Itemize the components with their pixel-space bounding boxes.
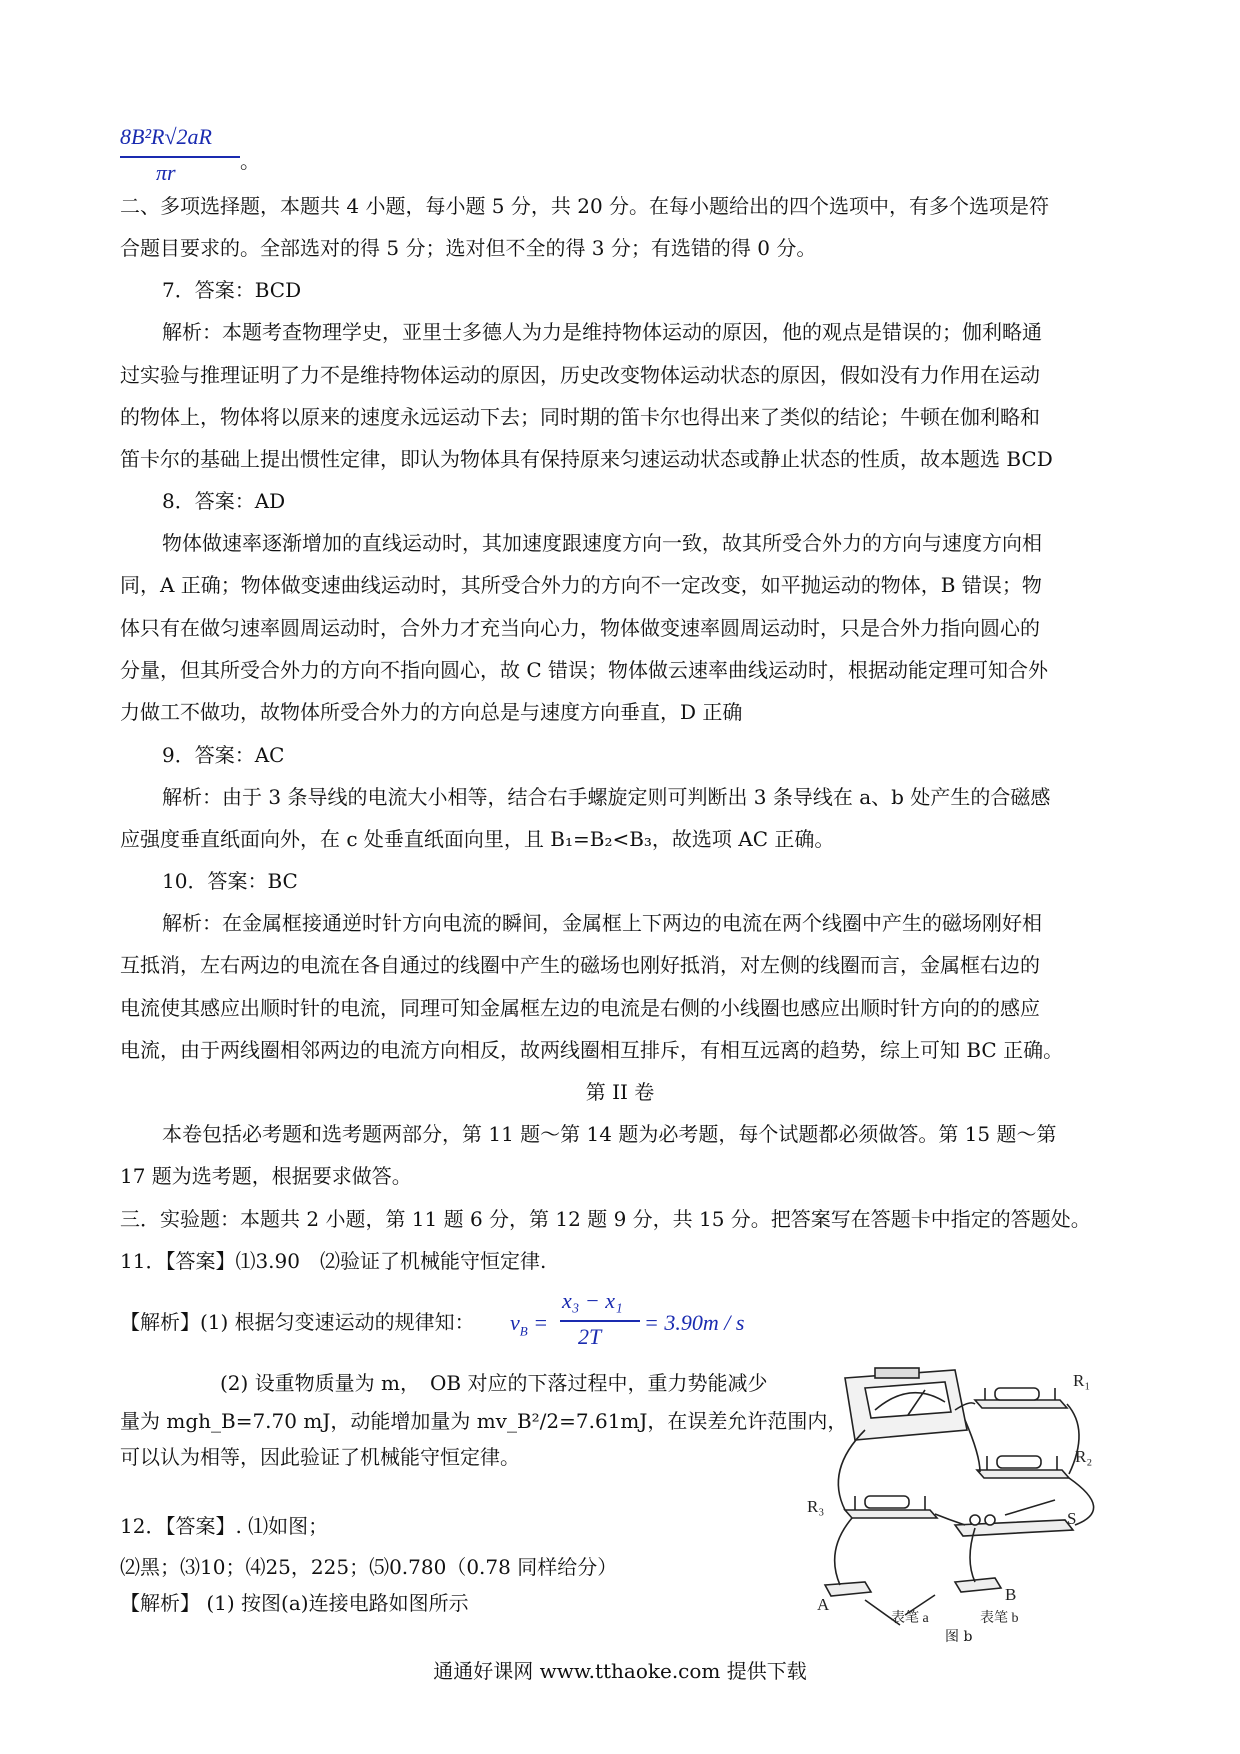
q11-analysis-4: 可以认为相等，因此验证了机械能守恒定律。 <box>120 1445 520 1469</box>
section-3-line: 三．实验题：本题共 2 小题，第 11 题 6 分，第 12 题 9 分，共 15 分。把答案写在答题卡中指定的答题处。 <box>120 1207 1091 1231</box>
label-r2: R₂ <box>1075 1447 1093 1466</box>
q7-analysis-2: 过实验与推理证明了力不是维持物体运动的原因，历史改变物体运动状态的原因，假如没有力作用在运动 <box>120 363 1040 387</box>
q12-answer-2: ⑵黑；⑶10；⑷25，225；⑸0.780（0.78 同样给分） <box>120 1555 618 1579</box>
q11-formula-rhs: = 3.90m / s <box>644 1310 745 1335</box>
q11-analysis-2: (2) 设重物质量为 m， OB 对应的下落过程中，重力势能减少 <box>220 1371 768 1395</box>
volume-2-desc-1: 本卷包括必考题和选考题两部分，第 11 题～第 14 题为必考题，每个试题都必须做答。第 15 题～第 <box>162 1122 1057 1146</box>
q11-formula-bar <box>560 1320 640 1322</box>
top-formula-numerator: 8B²R√2aR <box>120 124 212 149</box>
q8-analysis-4: 分量，但其所受合外力的方向不指向圆心，故 C 错误；物体做云速率曲线运动时，根据动能定理可知合外 <box>120 658 1049 682</box>
top-formula-bar <box>120 156 240 158</box>
q11-analysis-prefix: 【解析】(1) 根据匀变速运动的规律知： <box>120 1310 475 1334</box>
q10-analysis-3: 电流使其感应出顺时针的电流，同理可知金属框左边的电流是右侧的小线圈也感应出顺时针方向的的感应 <box>120 996 1040 1020</box>
volume-2-desc-2: 17 题为选考题，根据要求做答。 <box>120 1164 412 1188</box>
top-formula-denominator: πr <box>156 160 176 185</box>
label-a: A <box>817 1595 830 1614</box>
q7-answer: 7．答案：BCD <box>162 278 302 302</box>
top-formula <box>120 124 250 184</box>
q10-analysis-2: 互抵消，左右两边的电流在各自通过的线圈中产生的磁场也刚好抵消，对左侧的线圈而言，金属框右边的 <box>120 953 1040 977</box>
page-footer: 通通好课网 www.tthaoke.com 提供下载 <box>433 1659 807 1683</box>
q11-answer: 11．【答案】⑴3.90 ⑵验证了机械能守恒定律. <box>120 1249 547 1273</box>
label-probe-b: 表笔 b <box>980 1611 1019 1626</box>
label-probe-a: 表笔 a <box>891 1611 929 1626</box>
q11-analysis-3: 量为 mgh_B=7.70 mJ，动能增加量为 mv_B²/2=7.61mJ，在误差允许范围内， <box>120 1409 848 1433</box>
q10-answer: 10．答案：BC <box>162 869 298 893</box>
q12-answer: 12．【答案】. ⑴如图； <box>120 1514 329 1538</box>
q10-analysis-1: 解析：在金属框接通逆时针方向电流的瞬间，金属框上下两边的电流在两个线圈中产生的磁场刚好相 <box>162 911 1042 935</box>
q10-analysis-4: 电流，由于两线圈相邻两边的电流方向相反，故两线圈相互排斥，有相互远离的趋势，综上可知 BC 正确。 <box>120 1038 1064 1062</box>
section-2-line-2: 合题目要求的。全部选对的得 5 分；选对但不全的得 3 分；有选错的得 0 分。 <box>120 236 817 260</box>
q12-analysis: 【解析】 (1) 按图(a)连接电路如图所示 <box>120 1591 469 1615</box>
q11-formula-eq: = <box>527 1310 549 1335</box>
q11-formula-den: 2T <box>578 1324 602 1349</box>
label-s: S <box>1067 1509 1077 1528</box>
q8-answer: 8．答案：AD <box>162 489 286 513</box>
q11-formula <box>510 1288 770 1358</box>
q8-analysis-5: 力做工不做功，故物体所受合外力的方向总是与速度方向垂直，D 正确 <box>120 700 743 724</box>
q9-analysis-1: 解析：由于 3 条导线的电流大小相等，结合右手螺旋定则可判断出 3 条导线在 a、b 处产生的合磁感 <box>162 785 1051 809</box>
q8-analysis-1: 物体做速率逐渐增加的直线运动时，其加速度跟速度方向一致，故其所受合外力的方向与速度方向相 <box>162 531 1042 555</box>
q9-answer: 9．答案：AC <box>162 743 285 767</box>
q8-analysis-3: 体只有在做匀速率圆周运动时，合外力才充当向心力，物体做变速率圆周运动时，只是合外力指向圆心的 <box>120 616 1040 640</box>
q7-analysis-1: 解析：本题考查物理学史，亚里士多德人为力是维持物体运动的原因，他的观点是错误的；伽利略通 <box>162 320 1042 344</box>
q7-analysis-3: 的物体上，物体将以原来的速度永远运动下去；同时期的笛卡尔也得出来了类似的结论；牛顿在伽利略和 <box>120 405 1040 429</box>
section-2-line-1: 二、多项选择题，本题共 4 小题，每小题 5 分，共 20 分。在每小题给出的四个选项中，有多个选项是符 <box>120 194 1050 218</box>
label-b: B <box>1005 1585 1017 1604</box>
figure-caption: 图 b <box>945 1629 973 1645</box>
label-r1: R₁ <box>1073 1371 1091 1390</box>
volume-2-title: 第 II 卷 <box>585 1080 655 1104</box>
q11-formula-v: v <box>510 1310 520 1335</box>
q11-formula-num: x₃ − x₁ <box>562 1288 623 1313</box>
q9-analysis-2: 应强度垂直纸面向外，在 c 处垂直纸面向里，且 B₁=B₂<B₃，故选项 AC 正确。 <box>120 827 835 851</box>
q8-analysis-2: 同，A 正确；物体做变速曲线运动时，其所受合外力的方向不一定改变，如平抛运动的物体，B 错误；物 <box>120 573 1042 597</box>
q7-analysis-4: 笛卡尔的基础上提出惯性定律，即认为物体具有保持原来匀速运动状态或静止状态的性质，故本题选 BCD <box>120 447 1053 471</box>
circuit-figure <box>805 1360 1125 1630</box>
q11-formula-v-sub: B <box>519 1323 528 1339</box>
label-r3: R₃ <box>807 1497 825 1516</box>
top-formula-tail: 。 <box>240 149 260 173</box>
